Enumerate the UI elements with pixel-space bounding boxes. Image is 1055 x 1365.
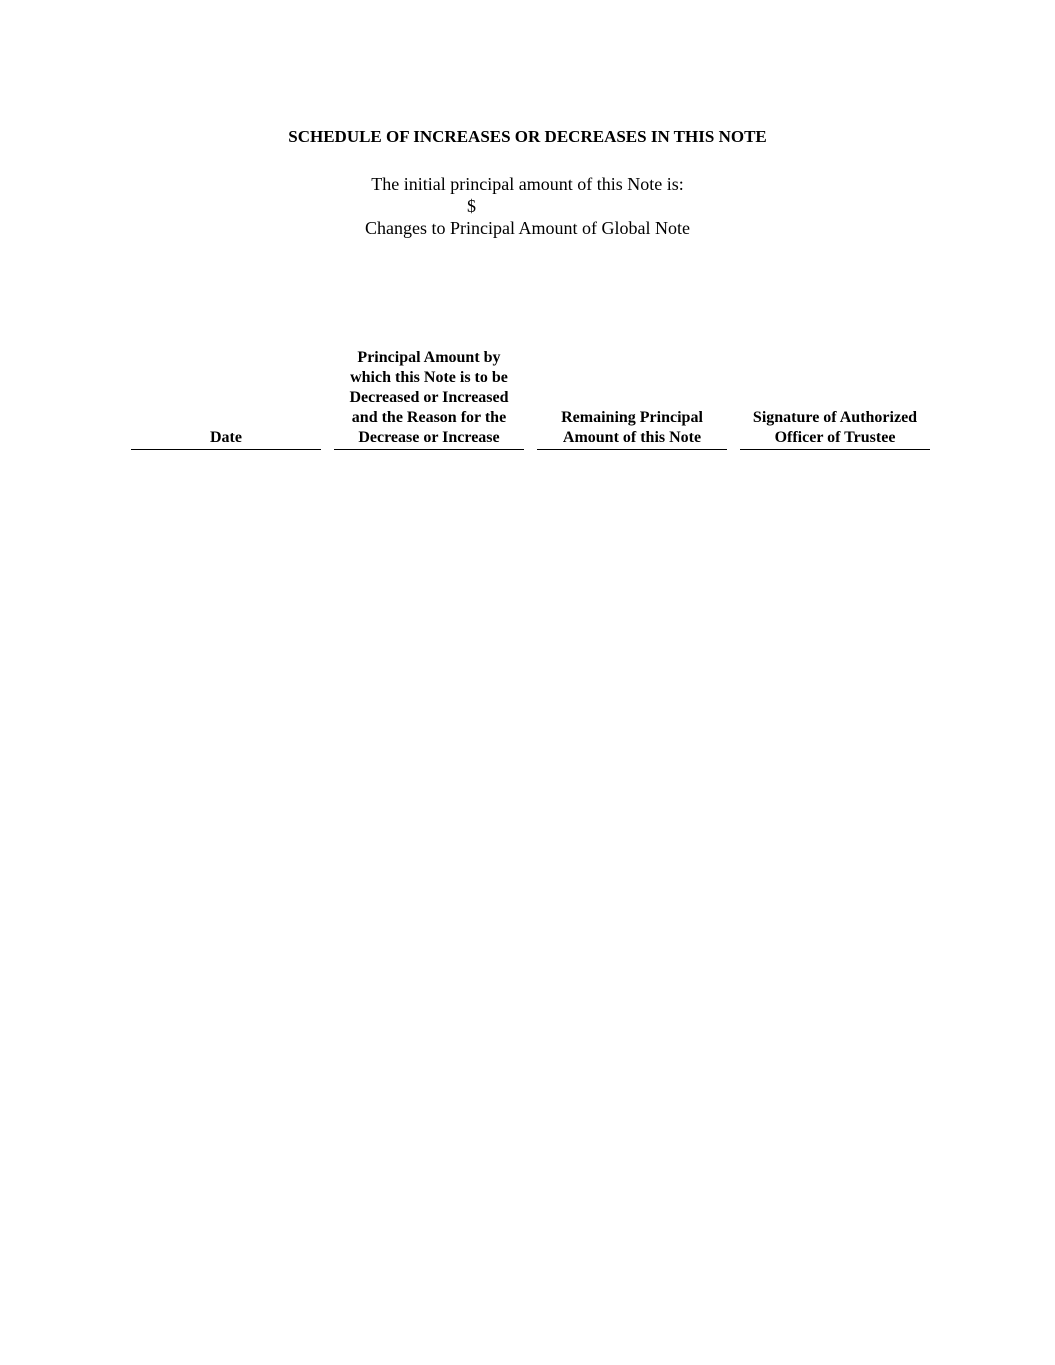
header-line: which this Note is to be: [350, 369, 508, 386]
header-line: Principal Amount by: [357, 349, 501, 366]
column-header-principal-change: [349, 348, 508, 449]
column-header-date: [210, 428, 242, 449]
header-line: Decreased or Increased: [349, 389, 509, 406]
header-line: Decrease or Increase: [358, 429, 500, 446]
column-signature: [740, 300, 930, 450]
header-line: and the Reason for the: [351, 409, 507, 426]
page-title: SCHEDULE OF INCREASES OR DECREASES IN THIS NOTE: [288, 127, 767, 146]
column-header-remaining-principal: [561, 408, 703, 449]
header-line: Amount of this Note: [562, 429, 702, 446]
column-principal-change: [334, 300, 524, 450]
currency-symbol: $: [467, 196, 476, 216]
column-remaining-principal: [537, 300, 727, 450]
initial-amount-label: The initial principal amount of this Note is:: [371, 174, 684, 194]
header-line: Date: [210, 429, 242, 446]
header-line: Signature of Authorized: [752, 409, 918, 426]
header-line: Officer of Trustee: [774, 429, 896, 446]
column-date: [131, 300, 321, 450]
changes-heading: Changes to Principal Amount of Global Note: [365, 218, 690, 238]
header-line: Remaining Principal: [561, 409, 703, 426]
column-header-signature: [753, 408, 917, 449]
